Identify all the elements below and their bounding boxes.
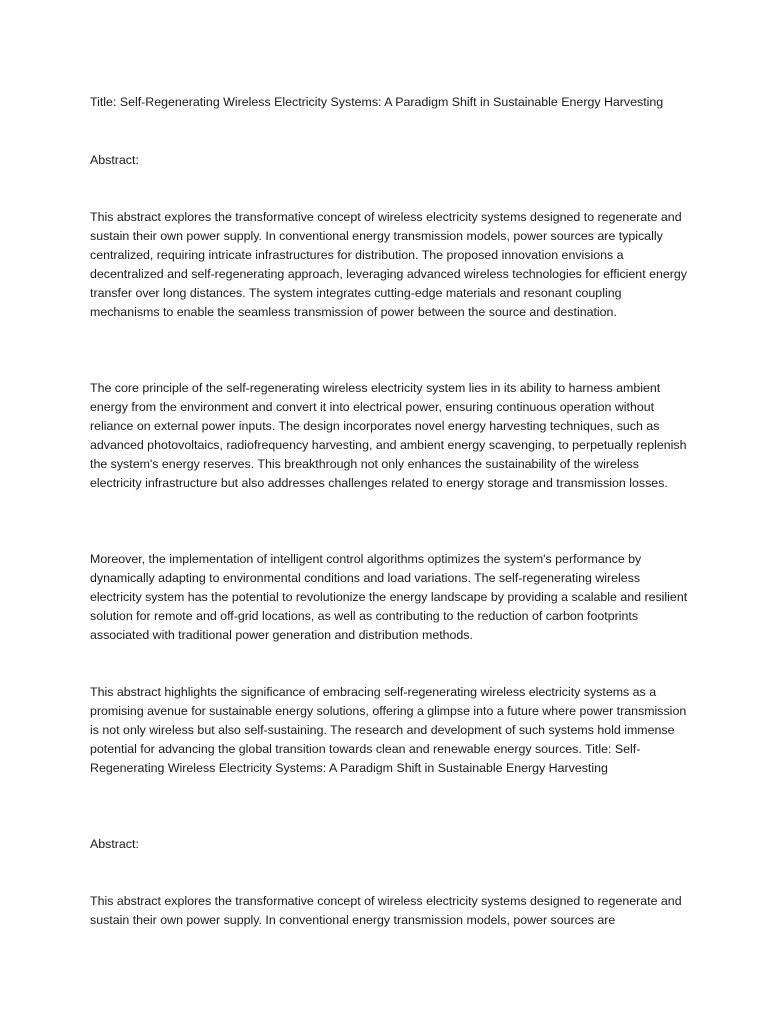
abstract-paragraph-4: This abstract highlights the significance of embracing self-regenerating wireless electricity systems as a promising avenue for sustainable energy solutions, offering a glimpse into a future where power transmission is not only wireless but also self-sustaining. The research and development of such systems hold immense potential for advancing the global transition towards clean and renewable energy sources. Title: Self-Regenerating Wireless Electricity Systems: A Paradigm Shift in Sustainable Energy Harvesting: [90, 685, 687, 775]
abstract-heading: Abstract:: [90, 153, 139, 167]
abstract-paragraph-3: Moreover, the implementation of intelligent control algorithms optimizes the system's performance by dynamically adapting to environmental conditions and load variations. The self-regenerating wireless electricity system has the potential to revolutionize the energy landscape by providing a scalable and resilient solution for remote and off-grid locations, as well as contributing to the reduction of carbon footprints associated with traditional power generation and distribution methods.: [90, 552, 688, 642]
abstract-paragraph-2: The core principle of the self-regenerating wireless electricity system lies in its ability to harness ambient energy from the environment and convert it into electrical power, ensuring continuous operation without reliance on external power inputs. The design incorporates novel energy harvesting techniques, such as advanced photovoltaics, radiofrequency harvesting, and ambient energy scavenging, to perpetually replenish the system's energy reserves. This breakthrough not only enhances the sustainability of the wireless electricity infrastructure but also addresses challenges related to energy storage and transmission losses.: [90, 381, 687, 490]
document-title: Title: Self-Regenerating Wireless Electricity Systems: A Paradigm Shift in Sustainable Energy Harvesting: [90, 95, 664, 109]
abstract-paragraph-5: This abstract explores the transformative concept of wireless electricity systems designed to regenerate and sustain their own power supply. In conventional energy transmission models, power sources are: [90, 894, 682, 927]
abstract-paragraph-1: This abstract explores the transformative concept of wireless electricity systems designed to regenerate and sustain their own power supply. In conventional energy transmission models, power sources are typically centralized, requiring intricate infrastructures for distribution. The proposed innovation envisions a decentralized and self-regenerating approach, leveraging advanced wireless technologies for efficient energy transfer over long distances. The system integrates cutting-edge materials and resonant coupling mechanisms to enable the seamless transmission of power between the source and destination.: [90, 210, 687, 319]
abstract-heading-repeat: Abstract:: [90, 837, 139, 851]
